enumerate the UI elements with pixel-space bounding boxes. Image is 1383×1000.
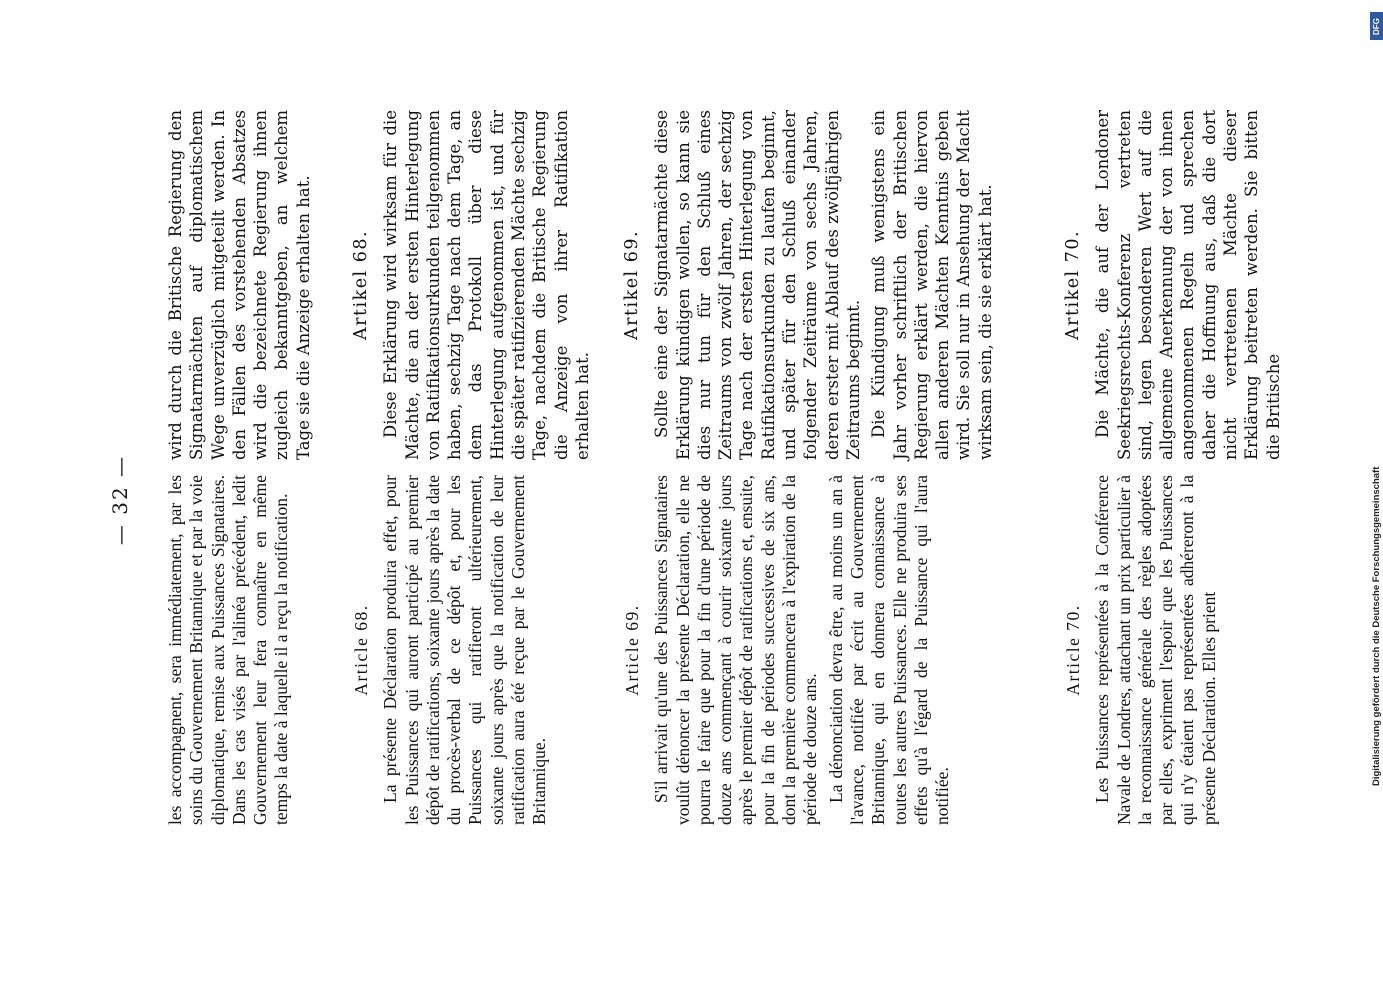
german-article-70: [1063, 110, 1284, 460]
french-article-69-title: Article 69.: [622, 604, 642, 696]
french-article-69-paragraph-2: La dénonciation devra être, au moins un an à l'avance, notifiée par écrit au Gouvernement Britannique, qui en donnera connaissance à toutes les autres Puissances. Elle ne produira ses effets qu'à l'égard de la Puissance qui l'aura notifiée.: [825, 475, 953, 825]
german-article-70-text: Die Mächte, die auf der Londoner Seekriegsrechts-Konferenz vertreten sind, legen besonderen Wert auf die allgemeine Anerkennung der von ihnen angenommenen Regeln und sprechen daher die Hoffnung aus, daß die dort nicht vertretenen Mächte dieser Erklärung beitreten werden. Sie bitten die Britische: [1093, 110, 1283, 460]
german-article-69-title: Artikel 69.: [622, 229, 642, 341]
german-article-69-paragraph-1: Sollte eine der Signatarmächte diese Erklärung kündigen wollen, so kann sie dies nur tun für den Schluß eines Zeitraums von zwölf Jahren, der sechzig Tage nach der ersten Hinterlegung von Ratifikationsurkunden zu laufen beginnt, und später für den Schluß einander folgender Zeiträume von sechs Jahren, deren erster mit Ablauf des zwölfjährigen Zeitraums beginnt.: [652, 110, 863, 460]
page-number: — 32 —: [108, 454, 132, 546]
dfg-logo: [1370, 12, 1383, 40]
german-article-68-text: Diese Erklärung wird wirksam für die Mächte, die an der ersten Hinterlegung von Ratifikationsurkunden teilgenommen haben, sechzig Tage nach dem Tage, an dem das Protokoll über diese Hinterlegung aufgenommen ist, und für die später ratifizierenden Mächte sechzig Tage, nachdem die Britische Regierung die Anzeige von ihrer Ratifikation erhalten hat.: [381, 110, 592, 460]
german-article-69: [622, 110, 996, 460]
french-article-70-text: Les Puissances représentées à la Conférence Navale de Londres, attachant un prix particulier à la reconnaissance générale des règles adoptées par elles, expriment l'espoir que les Puissances qui n'y étaient pas représentées adhéreront à la présente Déclaration. Elles prient: [1092, 475, 1219, 825]
credit-text: Digitalisierung gefördert durch die Deutsche Forschungsgemeinschaft: [1371, 466, 1382, 786]
german-intro-block: [165, 110, 314, 460]
french-intro-paragraph: les accompagnent, sera immédiatement, par les soins du Gouvernement Britannique et par la voie diplomatique, remise aux Puissances Signataires. Dans les cas visés par l'alinéa précédent, ledit Gouvernement leur fera connaître en même temps la date à laquelle il a reçu la notification.: [165, 475, 292, 825]
digitization-credit: [1369, 6, 1383, 786]
german-intro-paragraph: wird durch die Britische Regierung den Signatarmächten auf diplomatischem Wege unverzüglich mitgeteilt werden. In den Fällen des vorstehenden Absatzes wird die bezeichnete Regierung ihnen zugleich bekanntgeben, an welchem Tage sie die Anzeige erhalten hat.: [166, 110, 313, 460]
french-article-70: [1063, 475, 1220, 825]
german-article-68-title: Artikel 68.: [351, 229, 371, 341]
dfg-logo-text: DFG: [1372, 17, 1382, 35]
german-article-69-paragraph-2: Die Kündigung muß wenigstens ein Jahr vorher schriftlich der Britischen Regierung erklärt werden, die hiervon allen anderen Mächten Kenntnis geben wird. Sie soll nur in Ansehung der Macht wirksam sein, die sie erklärt hat.: [869, 110, 995, 460]
german-article-68: [351, 110, 593, 460]
french-article-69-paragraph-1: S'il arrivait qu'une des Puissances Signataires voulût dénoncer la présente Déclaration, elle ne pourra le faire que pour la fin d'une période de douze ans commençant à courir soixante jours après le premier dépôt de ratifications et, ensuite, pour la fin de périodes successives de six ans, dont la première commencera à l'expiration de la période de douze ans.: [651, 475, 821, 825]
french-article-68-title: Article 68.: [351, 604, 371, 696]
german-article-70-title: Artikel 70.: [1063, 229, 1083, 341]
french-article-70-title: Article 70.: [1063, 604, 1083, 696]
french-article-68-text: La présente Déclaration produira effet, pour les Puissances qui auront participé au premier dépôt de ratifications, soixante jours après la date du procès-verbal de ce dépôt et, pour les Puissances qui ratifieront ultérieurement, soixante jours après que la notification de leur ratification aura été reçue par le Gouvernement Britannique.: [380, 475, 550, 825]
french-article-68: [351, 475, 551, 825]
french-intro-block: [165, 475, 293, 825]
french-article-69: [622, 475, 953, 825]
